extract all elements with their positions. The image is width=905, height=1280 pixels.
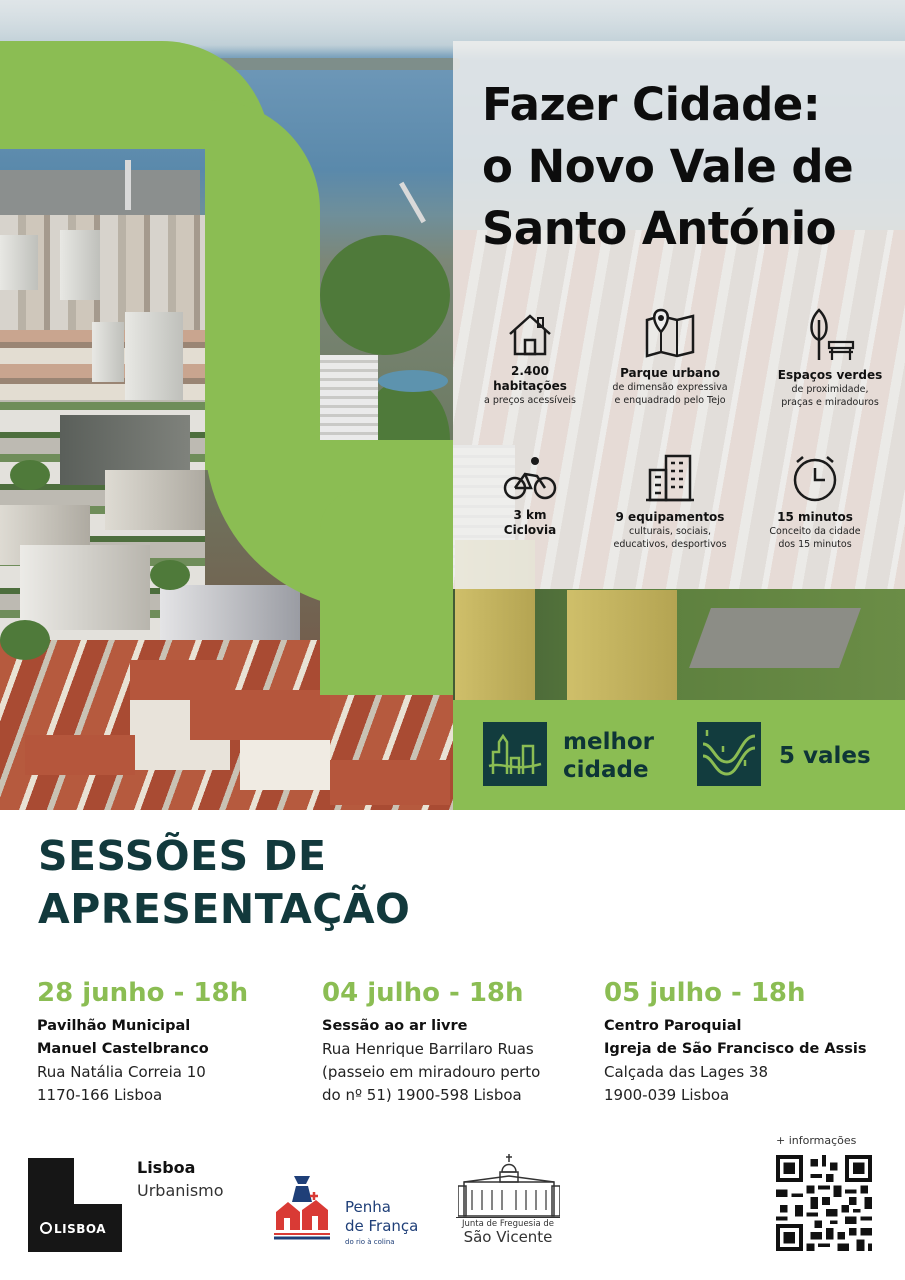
house-facade bbox=[240, 740, 330, 790]
feature-title: 9 equipamentos bbox=[615, 510, 725, 524]
roof bbox=[190, 690, 330, 740]
sao-vicente-church-logo bbox=[458, 1150, 560, 1218]
city-icon bbox=[483, 722, 547, 786]
green-valley-band-vertical bbox=[205, 100, 320, 470]
green-roof-building bbox=[689, 608, 861, 668]
feature-title: Parque urbano bbox=[620, 366, 720, 380]
feature-title: 3 km Ciclovia bbox=[503, 508, 557, 537]
modern-building bbox=[20, 545, 150, 630]
clock-icon bbox=[789, 452, 841, 504]
sessions-heading: SESSÕES DE APRESENTAÇÃO bbox=[38, 832, 411, 933]
map-pin-icon bbox=[643, 306, 697, 360]
green-valley-band-bottom bbox=[320, 490, 453, 695]
crane bbox=[125, 160, 131, 210]
session-venue: Sessão ao ar livre bbox=[322, 1018, 468, 1034]
tree-bench-icon bbox=[803, 306, 857, 362]
feature-desc: de proximidade, praças e miradouros bbox=[781, 384, 879, 408]
crane bbox=[399, 182, 426, 223]
yellow-tower bbox=[567, 590, 677, 700]
poster-title: Fazer Cidade: o Novo Vale de Santo António bbox=[482, 78, 854, 255]
feature-desc: a preços acessíveis bbox=[484, 395, 576, 406]
feature-bike-lane bbox=[455, 454, 605, 538]
tree bbox=[320, 235, 450, 355]
sao-vicente-name: São Vicente bbox=[463, 1228, 553, 1246]
bicycle-icon bbox=[503, 454, 557, 502]
session-2 bbox=[322, 975, 540, 1107]
penha-name: Penha de França bbox=[345, 1198, 419, 1235]
session-date: 28 junho - 18h bbox=[37, 978, 249, 1008]
session-3 bbox=[604, 975, 866, 1107]
urbanismo-name: Lisboa bbox=[137, 1158, 196, 1177]
more-info-label: + informações bbox=[776, 1134, 857, 1147]
penha-de-franca-logo bbox=[272, 1172, 332, 1244]
park-lake bbox=[378, 370, 448, 392]
feature-equipment bbox=[595, 452, 745, 551]
feature-title: Espaços verdes bbox=[777, 368, 883, 382]
feature-green-spaces bbox=[755, 306, 905, 409]
roof bbox=[330, 760, 450, 805]
tree bbox=[150, 560, 190, 590]
session-date: 04 julho - 18h bbox=[322, 978, 524, 1008]
feature-park bbox=[595, 306, 745, 407]
session-address: Rua Henrique Barrilaro Ruas (passeio em miradouro perto do nº 51) 1900-598 Lisboa bbox=[322, 1040, 541, 1104]
tree bbox=[0, 620, 50, 660]
penha-tagline: do rio à colina bbox=[345, 1238, 395, 1246]
urbanismo-sub: Urbanismo bbox=[137, 1181, 224, 1200]
tree bbox=[10, 460, 50, 490]
roof bbox=[25, 735, 135, 775]
qr-code[interactable] bbox=[776, 1155, 872, 1251]
feature-desc: culturais, sociais, educativos, desportivos bbox=[613, 526, 727, 550]
feature-title: 2.400 habitações bbox=[493, 364, 567, 393]
feature-15-minutes bbox=[740, 452, 890, 551]
session-address: Calçada das Lages 38 1900-039 Lisboa bbox=[604, 1063, 769, 1104]
sao-vicente-top-label: Junta de Freguesia de bbox=[456, 1217, 560, 1229]
feature-title: 15 minutos bbox=[777, 510, 853, 524]
modern-building bbox=[105, 470, 205, 530]
highlight-strip bbox=[453, 700, 905, 810]
session-address: Rua Natália Correia 10 1170-166 Lisboa bbox=[37, 1063, 206, 1104]
lisboa-logo bbox=[28, 1158, 122, 1252]
session-1 bbox=[37, 975, 248, 1107]
session-venue: Centro Paroquial Igreja de São Francisco de Assis bbox=[604, 1018, 867, 1057]
tower bbox=[0, 235, 38, 290]
session-date: 05 julho - 18h bbox=[604, 978, 806, 1008]
port-area bbox=[0, 170, 200, 220]
valleys-icon bbox=[697, 722, 761, 786]
lisboa-wordmark: LISBOA bbox=[54, 1222, 107, 1236]
buildings-icon bbox=[644, 452, 696, 504]
feature-desc: Conceito da cidade dos 15 minutos bbox=[769, 526, 861, 550]
house-icon bbox=[505, 310, 555, 358]
tower bbox=[60, 230, 100, 300]
feature-desc: de dimensão expressiva e enquadrado pelo Tejo bbox=[612, 382, 728, 406]
session-venue: Pavilhão Municipal Manuel Castelbranco bbox=[37, 1018, 209, 1057]
strip-label-5-valleys: 5 vales bbox=[779, 743, 871, 769]
tower bbox=[92, 322, 124, 382]
strip-label-better-city: melhor cidade bbox=[563, 729, 654, 783]
feature-housing bbox=[455, 310, 605, 407]
